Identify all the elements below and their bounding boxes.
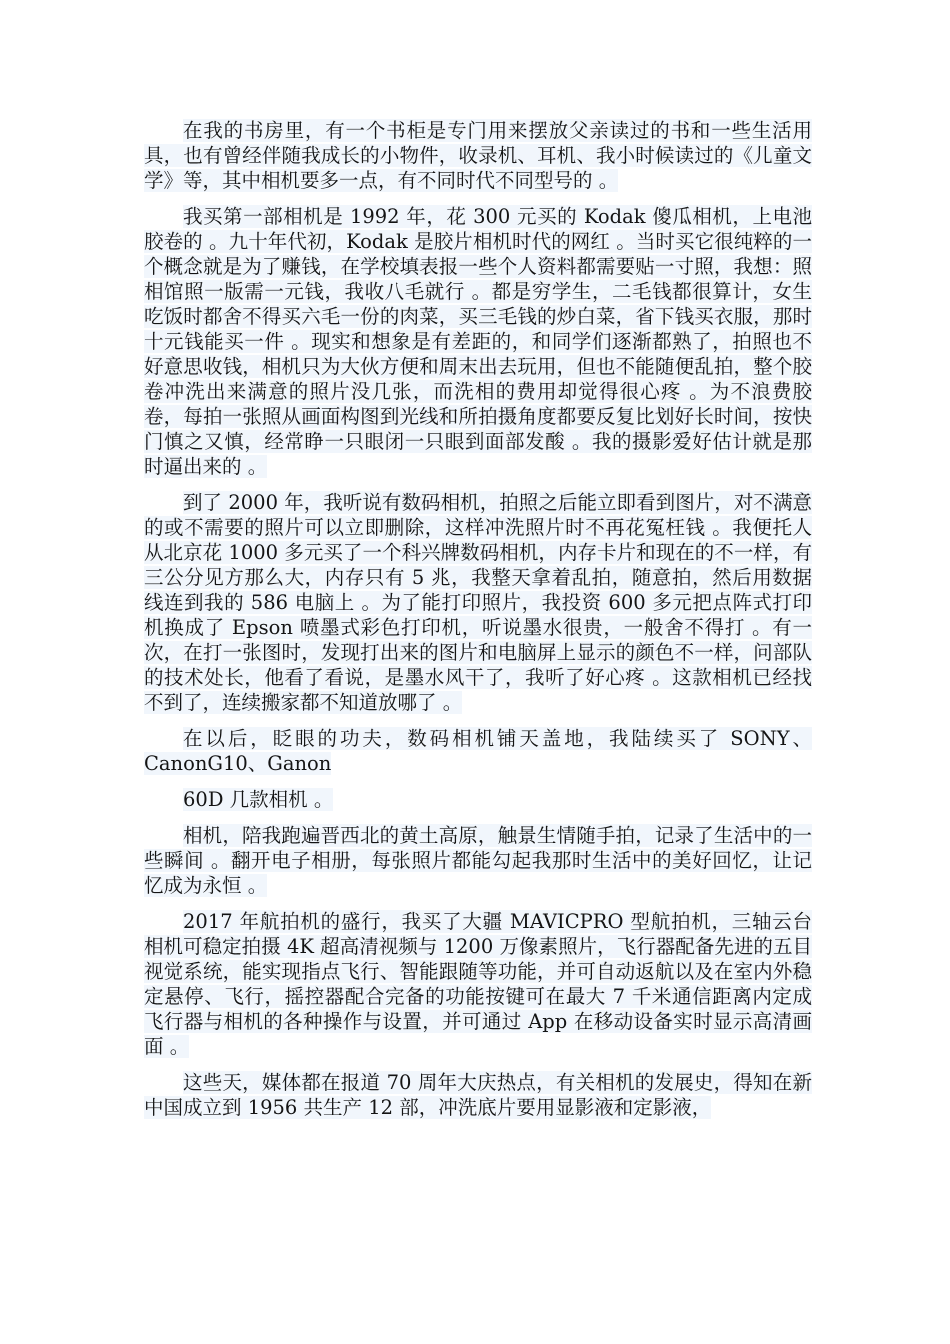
paragraph-6-text: 相机，陪我跑遍晋西北的黄土高原，触景生情随手拍，记录了生活中的一些瞬间 。翻开电子相册，每张照片都能勾起我那时生活中的美好回忆，让记忆成为永恒 。: [144, 824, 812, 897]
paragraph-2-text: 我买第一部相机是 1992 年，花 300 元买的 Kodak 傻瓜相机，上电池胶卷的 。九十年代初，Kodak 是胶片相机时代的网红 。当时买它很纯粹的一个概念就是为了赚钱，在学校填表报一些个人资料都需要贴一寸照，我想：照相馆照一版需一元钱，我收八毛就行 。都是穷学生，二毛钱都很算计，女生吃饭时都舍不得买六毛一份的肉菜，买三毛钱的炒白菜，省下钱买衣服，那时十元钱能买一件 。现实和想象是有差距的，和同学们逐渐都熟了，拍照也不好意思收钱，相机只为大伙方便和周末出去玩用，但也不能随便乱拍，整个胶卷冲洗出来满意的照片没几张，而洗相的费用却觉得很心疼 。为不浪费胶卷，每拍一张照从画面构图到光线和所拍摄角度都要反复比划好长时间，按快门慎之又慎，经常睁一只眼闭一只眼到面部发酸 。我的摄影爱好估计就是那时逼出来的 。: [144, 205, 812, 478]
paragraph-5-text: 60D 几款相机 。: [183, 788, 334, 811]
paragraph-3: [144, 490, 812, 715]
paragraph-7: [144, 909, 812, 1059]
paragraph-8-text: 这些天，媒体都在报道 70 周年大庆热点，有关相机的发展史，得知在新中国成立到 1956 共生产 12 部，冲洗底片要用显影液和定影液，: [144, 1071, 812, 1119]
paragraph-8: [144, 1070, 812, 1120]
paragraph-2: [144, 204, 812, 479]
paragraph-1-text: 在我的书房里，有一个书柜是专门用来摆放父亲读过的书和一些生活用具，也有曾经伴随我成长的小物件，收录机、耳机、我小时候读过的《儿童文学》等，其中相机要多一点，有不同时代不同型号的 。: [144, 119, 812, 192]
paragraph-4: [144, 726, 812, 776]
paragraph-3-text: 到了 2000 年，我听说有数码相机，拍照之后能立即看到图片，对不满意的或不需要的照片可以立即删除，这样冲洗照片时不再花冤枉钱 。我便托人从北京花 1000 多元买了一个科兴牌数码相机，内存卡片和现在的不一样，有三公分见方那么大，内存只有 5 兆，我整天拿着乱拍，随意拍，然后用数据线连到我的 586 电脑上 。为了能打印照片，我投资 600 多元把点阵式打印机换成了 Epson 喷墨式彩色打印机，听说墨水很贵，一般舍不得打 。有一次，在打一张图时，发现打出来的图片和电脑屏上显示的颜色不一样，问部队的技术处长，他看了看说，是墨水风干了，我听了好心疼 。这款相机已经找不到了，连续搬家都不知道放哪了 。: [144, 491, 812, 714]
paragraph-1: [144, 118, 812, 193]
paragraph-4-text: 在以后，眨眼的功夫，数码相机铺天盖地，我陆续买了 SONY、CanonG10、Ganon: [144, 727, 812, 775]
paragraph-5: [144, 787, 812, 812]
article-body: [144, 118, 812, 1131]
paragraph-7-text: 2017 年航拍机的盛行，我买了大疆 MAVICPRO 型航拍机，三轴云台相机可稳定拍摄 4K 超高清视频与 1200 万像素照片，飞行器配备先进的五目视觉系统，能实现指点飞行、智能跟随等功能，并可自动返航以及在室内外稳定悬停、飞行，摇控器配合完备的功能按键可在最大 7 千米通信距离内定成飞行器与相机的各种操作与设置，并可通过 App 在移动设备实时显示高清画面 。: [144, 910, 812, 1058]
paragraph-6: [144, 823, 812, 898]
